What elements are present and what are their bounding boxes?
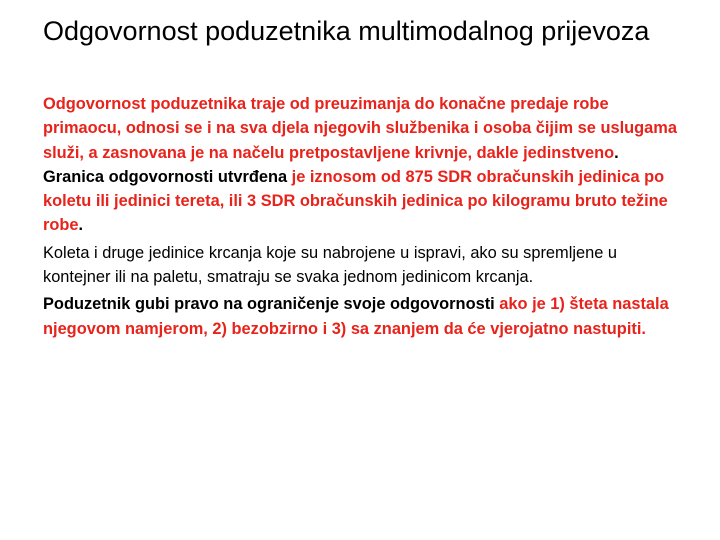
text-run: je iznosom od 875 SDR obračunskih jedinica po koletu ili jedinici tereta, ili 3 SDR obračunskih jedinica po kilogramu bruto težine robe <box>43 167 668 235</box>
paragraph-packages <box>43 241 683 290</box>
text-run: . <box>78 216 84 235</box>
text-run: ako je 1) šteta nastala njegovom namjerom, 2) bezobzirno i 3) sa znanjem da će vjerojatno nastupiti. <box>43 295 669 338</box>
text-run: Poduzetnik gubi pravo na ograničenje svoje odgovornosti <box>43 295 500 314</box>
slide-body <box>43 92 683 344</box>
text-run: . Granica odgovornosti utvrđena <box>43 143 619 186</box>
paragraph-loss-of-limitation <box>43 292 683 341</box>
paragraph-liability-duration <box>43 92 683 238</box>
text-run: Odgovornost poduzetnika traje od preuzimanja do konačne predaje robe primaocu, odnosi se i na sva djela njegovih službenika i osoba čijim se uslugama služi, a zasnovana je na načelu pretpostavljene krivnje, dakle jedinstveno <box>43 95 677 162</box>
text-run: Koleta i druge jedinice krcanja koje su nabrojene u ispravi, ako su spremljene u kontejner ili na paletu, smatraju se svaka jednom jedinicom krcanja. <box>43 243 618 287</box>
slide-title: Odgovornost poduzetnika multimodalnog prijevoza <box>43 16 650 46</box>
